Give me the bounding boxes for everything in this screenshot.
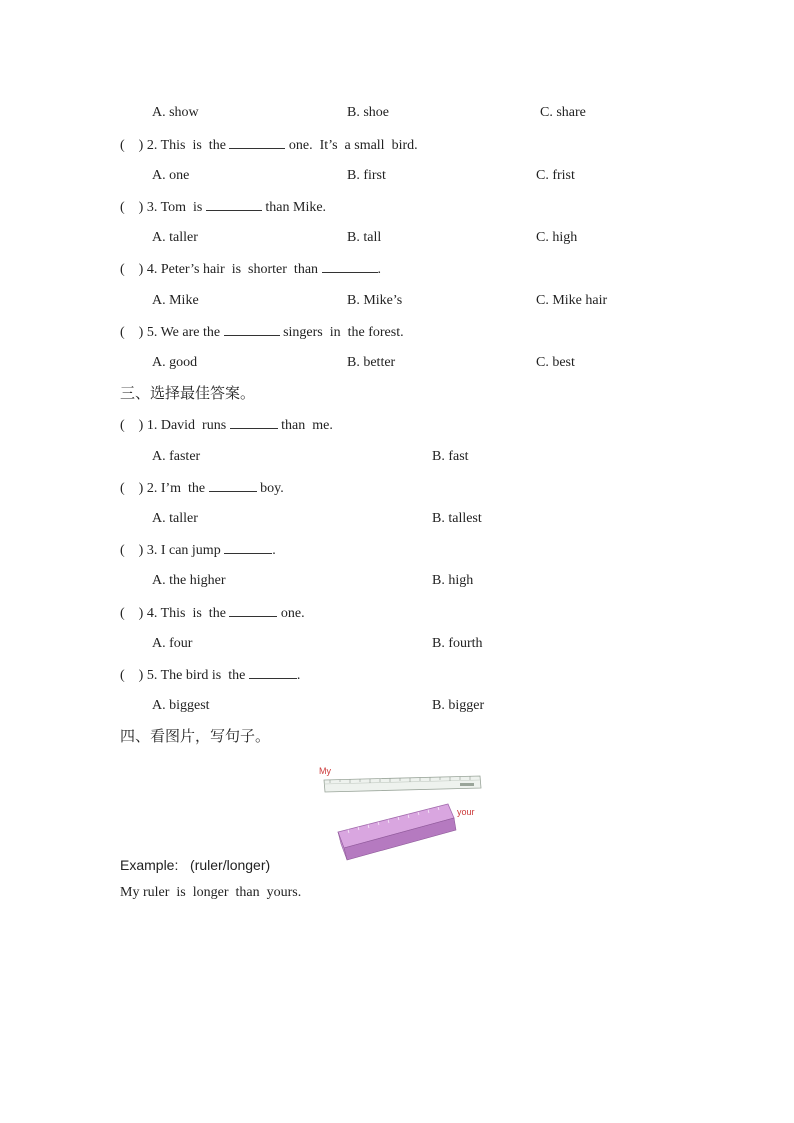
question-3-4 bbox=[120, 604, 305, 623]
answer-blank[interactable] bbox=[229, 136, 285, 149]
option-c: C. high bbox=[536, 230, 578, 245]
option-b: B. first bbox=[347, 168, 386, 183]
answer-paren[interactable]: ( ) bbox=[120, 325, 144, 340]
answer-blank[interactable] bbox=[230, 416, 278, 429]
question-2-2 bbox=[120, 136, 418, 155]
question-text-before: David runs bbox=[160, 418, 230, 433]
answer-paren[interactable]: ( ) bbox=[120, 200, 144, 215]
answer-paren[interactable]: ( ) bbox=[120, 481, 144, 496]
answer-paren[interactable]: ( ) bbox=[120, 668, 144, 683]
option-b: B. fast bbox=[432, 449, 469, 464]
option-b: B. tallest bbox=[432, 511, 482, 526]
question-number: 1. bbox=[146, 418, 158, 433]
question-text-before: Peter’s hair is shorter than bbox=[160, 262, 322, 277]
question-3-1 bbox=[120, 416, 333, 435]
question-number: 5. bbox=[146, 325, 158, 340]
option-b: B. fourth bbox=[432, 636, 483, 651]
q5-options bbox=[152, 354, 712, 372]
question-3-2 bbox=[120, 479, 284, 498]
option-b: B. shoe bbox=[347, 105, 389, 120]
s3-q3-options bbox=[152, 572, 712, 590]
question-text-after: singers in the forest. bbox=[279, 325, 404, 340]
option-a: A. taller bbox=[152, 511, 198, 526]
answer-paren[interactable]: ( ) bbox=[120, 262, 144, 277]
answer-blank[interactable] bbox=[209, 479, 257, 492]
question-number: 4. bbox=[146, 262, 158, 277]
option-b: B. high bbox=[432, 573, 474, 588]
question-number: 4. bbox=[146, 606, 158, 621]
option-a: A. faster bbox=[152, 449, 201, 464]
long-ruler-icon bbox=[324, 776, 481, 792]
option-c: C. best bbox=[536, 355, 575, 370]
q3-options bbox=[152, 229, 712, 247]
question-text-before: We are the bbox=[160, 325, 224, 340]
question-text-after: than me. bbox=[277, 418, 333, 433]
s3-q5-options bbox=[152, 697, 712, 715]
option-b: B. better bbox=[347, 355, 396, 370]
question-2-3 bbox=[120, 198, 326, 217]
option-b: B. bigger bbox=[432, 698, 485, 713]
s3-q1-options bbox=[152, 448, 712, 466]
option-b: B. Mike’s bbox=[347, 293, 403, 308]
question-3-5 bbox=[120, 666, 300, 685]
question-text-before: I’m the bbox=[160, 481, 209, 496]
question-text-after: than Mike. bbox=[261, 200, 327, 215]
q2-options bbox=[152, 167, 712, 185]
label-your: your bbox=[457, 807, 475, 817]
question-text-after: boy. bbox=[256, 481, 284, 496]
answer-paren[interactable]: ( ) bbox=[120, 138, 144, 153]
question-text-before: I can jump bbox=[160, 543, 225, 558]
example-label: Example: (ruler/longer) bbox=[120, 857, 271, 873]
short-ruler-icon bbox=[338, 804, 456, 860]
option-b: B. tall bbox=[347, 230, 382, 245]
question-2-4 bbox=[120, 260, 381, 279]
answer-paren[interactable]: ( ) bbox=[120, 606, 144, 621]
q1-options bbox=[152, 104, 712, 122]
question-text-after: . bbox=[296, 668, 301, 683]
question-number: 3. bbox=[146, 200, 158, 215]
answer-blank[interactable] bbox=[206, 198, 262, 211]
option-c: C. Mike hair bbox=[536, 293, 608, 308]
option-a: A. four bbox=[152, 636, 193, 651]
option-c: C. share bbox=[540, 105, 586, 120]
label-my: My bbox=[319, 766, 331, 776]
question-number: 5. bbox=[146, 668, 158, 683]
answer-blank[interactable] bbox=[249, 666, 297, 679]
rulers-illustration bbox=[300, 760, 500, 870]
rulers-picture bbox=[300, 760, 500, 870]
question-text-after: . bbox=[272, 543, 276, 558]
option-a: A. Mike bbox=[152, 293, 199, 308]
answer-paren[interactable]: ( ) bbox=[120, 418, 144, 433]
answer-paren[interactable]: ( ) bbox=[120, 543, 144, 558]
option-c: C. frist bbox=[536, 168, 575, 183]
question-number: 2. bbox=[146, 138, 158, 153]
question-2-5 bbox=[120, 323, 404, 342]
s3-q4-options bbox=[152, 635, 712, 653]
section-3-heading: 三、选择最佳答案。 bbox=[120, 384, 256, 402]
question-text-after: . bbox=[377, 262, 382, 277]
question-text-after: one. It’s a small bird. bbox=[285, 138, 418, 153]
answer-blank[interactable] bbox=[322, 260, 378, 273]
answer-blank[interactable] bbox=[224, 323, 280, 336]
option-a: A. one bbox=[152, 168, 190, 183]
s3-q2-options bbox=[152, 510, 712, 528]
answer-blank[interactable] bbox=[224, 541, 272, 554]
example-answer: My ruler is longer than yours. bbox=[120, 885, 302, 900]
q4-options bbox=[152, 292, 712, 310]
question-text-before: Tom is bbox=[160, 200, 206, 215]
option-a: A. biggest bbox=[152, 698, 210, 713]
option-a: A. show bbox=[152, 105, 199, 120]
answer-blank[interactable] bbox=[229, 604, 277, 617]
question-number: 2. bbox=[146, 481, 158, 496]
question-text-after: one. bbox=[277, 606, 305, 621]
option-a: A. taller bbox=[152, 230, 198, 245]
option-a: A. the higher bbox=[152, 573, 226, 588]
question-text-before: This is the bbox=[160, 138, 230, 153]
option-a: A. good bbox=[152, 355, 198, 370]
question-3-3 bbox=[120, 541, 276, 560]
question-number: 3. bbox=[146, 543, 158, 558]
question-text-before: This is the bbox=[160, 606, 230, 621]
question-text-before: The bird is the bbox=[160, 668, 249, 683]
section-4-heading: 四、看图片，写句子。 bbox=[120, 727, 271, 745]
